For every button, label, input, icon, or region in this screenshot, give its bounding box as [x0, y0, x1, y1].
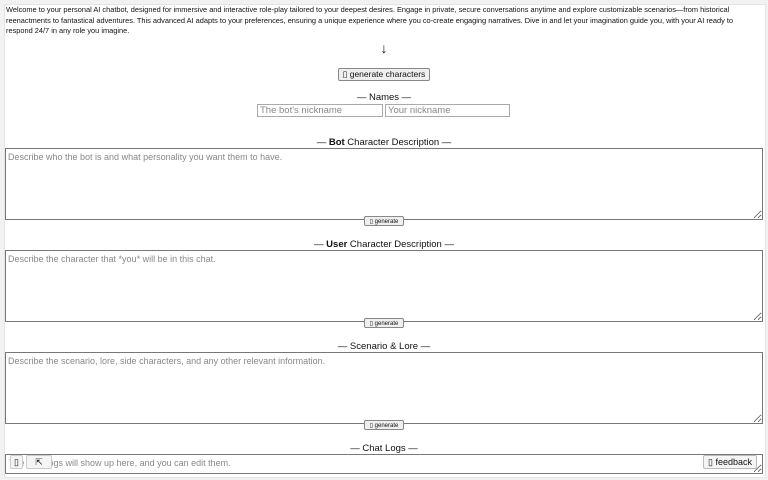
user-description-textarea[interactable] — [5, 250, 763, 322]
user-description-label — [0, 239, 768, 250]
bot-generate-button[interactable]: ▯ generate — [364, 216, 404, 226]
label-suffix: Character Description — — [344, 137, 452, 148]
bot-description-label — [0, 137, 768, 148]
names-label: — Names — — [356, 92, 412, 103]
expand-icon[interactable]: ⇱ — [26, 455, 52, 469]
scenario-generate-button[interactable]: ▯ generate — [364, 420, 404, 430]
label-bold: User — [326, 239, 348, 250]
arrow-down-icon: ↓ — [380, 40, 388, 56]
user-generate-button[interactable]: ▯ generate — [364, 318, 404, 328]
generate-characters-button[interactable]: ▯ generate characters — [338, 68, 430, 81]
chat-logs-label: — Chat Logs — — [350, 443, 418, 454]
label-prefix: — — [314, 239, 327, 250]
label-suffix: Character Description — — [347, 239, 454, 250]
bot-nickname-input[interactable] — [257, 104, 383, 117]
user-nickname-input[interactable] — [385, 104, 510, 117]
bot-description-textarea[interactable] — [5, 148, 763, 220]
scenario-textarea[interactable] — [5, 352, 763, 424]
feedback-button[interactable]: ▯ feedback — [703, 455, 757, 469]
intro-text: Welcome to your personal AI chatbot, designed for immersive and interactive role-play tailored to your deepest desires. Engage in private, secure conversations anytime and explore customizable scenarios—from historical reenactments to fantastical adventures. This advanced AI adapts to your preferences, ensuring a unique experience where you co-create engaging narratives. Dive in and let your imagination guide you, with your AI ready to respond 24/7 in any role you imagine. — [6, 5, 734, 35]
label-prefix: — — [316, 137, 329, 148]
chat-logs-textarea[interactable] — [5, 454, 763, 474]
chat-settings-button[interactable]: ▯ — [10, 455, 23, 469]
label-bold: Bot — [328, 137, 345, 148]
scenario-label: — Scenario & Lore — — [337, 341, 431, 352]
